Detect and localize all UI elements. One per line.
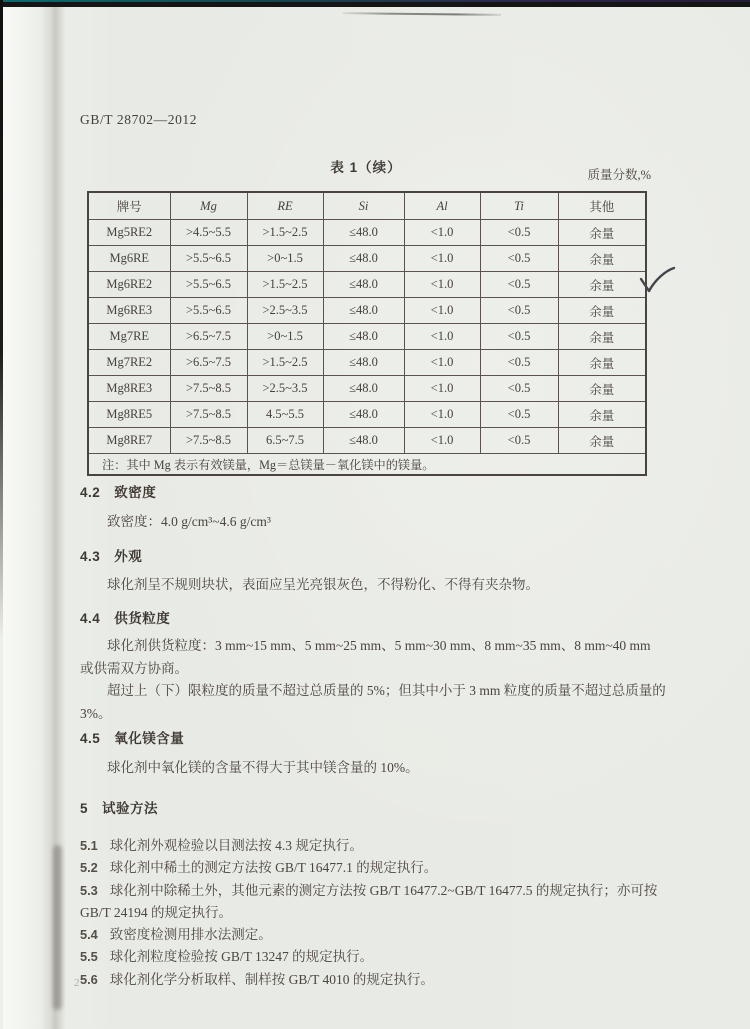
value-cell: 余量 xyxy=(558,220,646,246)
column-header: 其他 xyxy=(558,192,646,220)
grade-cell: Mg6RE3 xyxy=(88,298,170,324)
table-row xyxy=(88,350,646,376)
value-cell: 余量 xyxy=(558,298,646,324)
value-cell: ≤48.0 xyxy=(323,298,404,324)
heading-4-4 xyxy=(80,607,170,627)
alloy-composition-table xyxy=(87,191,647,476)
value-cell: <1.0 xyxy=(404,272,480,298)
clause-item xyxy=(80,969,670,991)
value-cell: ≤48.0 xyxy=(323,272,404,298)
heading-title: 试验方法 xyxy=(102,801,159,816)
grade-cell: Mg6RE xyxy=(88,246,170,272)
table-row xyxy=(88,272,646,298)
clause-text: 球化剂外观检验以目测法按 4.3 规定执行。 xyxy=(109,838,363,853)
grade-cell: Mg5RE2 xyxy=(88,220,170,246)
value-cell: <0.5 xyxy=(480,324,558,350)
standard-number: GB/T 28702—2012 xyxy=(80,112,198,127)
table-footnote: 注：其中 Mg 表示有效镁量，Mg＝总镁量－氧化镁中的镁量。 xyxy=(88,454,646,476)
value-cell: <1.0 xyxy=(404,324,480,350)
heading-chapter-5 xyxy=(80,797,158,817)
value-cell: 余量 xyxy=(558,376,646,402)
column-header: Si xyxy=(323,192,404,220)
value-cell: >5.5~6.5 xyxy=(170,272,247,298)
page-number: 2 xyxy=(74,977,80,989)
value-cell: <0.5 xyxy=(480,402,558,428)
value-cell: <1.0 xyxy=(404,298,480,324)
value-cell: <1.0 xyxy=(404,246,480,272)
heading-title: 供货粒度 xyxy=(114,611,171,626)
value-cell: 余量 xyxy=(558,350,646,376)
heading-number: 4.5 xyxy=(80,731,101,746)
value-cell: >1.5~2.5 xyxy=(247,220,323,246)
clause-number: 5.1 xyxy=(80,838,98,853)
heading-number: 4.2 xyxy=(80,485,101,500)
value-cell: ≤48.0 xyxy=(323,220,404,246)
table-row xyxy=(88,298,646,324)
grade-cell: Mg8RE7 xyxy=(88,428,170,454)
column-header: Ti xyxy=(480,192,558,220)
value-cell: <0.5 xyxy=(480,220,558,246)
value-cell: 4.5~5.5 xyxy=(247,402,323,428)
column-header: 牌号 xyxy=(88,192,170,220)
grade-cell: Mg7RE2 xyxy=(88,350,170,376)
clause-item xyxy=(80,857,670,879)
value-cell: >7.5~8.5 xyxy=(170,428,247,454)
handwritten-checkmark xyxy=(636,264,680,302)
scan-left-highlight xyxy=(3,7,41,1029)
heading-number: 5 xyxy=(80,801,89,816)
heading-4-2 xyxy=(80,481,156,501)
clause-item xyxy=(80,835,670,857)
value-cell: 余量 xyxy=(558,402,646,428)
value-cell: <0.5 xyxy=(480,428,558,454)
value-cell: >5.5~6.5 xyxy=(170,298,247,324)
table-row xyxy=(88,376,646,402)
table-row xyxy=(88,246,646,272)
clause-number: 5.4 xyxy=(80,927,98,943)
clause-text: 球化剂化学分析取样、制样按 GB/T 4010 的规定执行。 xyxy=(109,971,434,987)
paragraph-size-tolerance: 超过上（下）限粒度的质量不超过总质量的 5%；但其中小于 3 mm 粒度的质量不超过总质量的 3%。 xyxy=(80,683,666,721)
value-cell: ≤48.0 xyxy=(323,428,404,454)
clause-item xyxy=(80,946,670,968)
column-header: Mg xyxy=(170,192,247,220)
value-cell: <1.0 xyxy=(404,376,480,402)
value-cell: >1.5~2.5 xyxy=(247,272,323,298)
heading-title: 氧化镁含量 xyxy=(114,731,185,746)
value-cell: 余量 xyxy=(558,272,646,298)
page-fold-shadow-dark xyxy=(53,845,62,1010)
value-cell: ≤48.0 xyxy=(323,402,404,428)
clause-item xyxy=(80,880,670,925)
value-cell: >5.5~6.5 xyxy=(170,246,247,272)
value-cell: >6.5~7.5 xyxy=(170,324,247,350)
clause-text: 球化剂粒度检验按 GB/T 13247 的规定执行。 xyxy=(109,949,374,965)
grade-cell: Mg7RE xyxy=(88,324,170,350)
grade-cell: Mg6RE2 xyxy=(88,272,170,298)
table-unit-label: 质量分数,% xyxy=(587,168,651,182)
value-cell: >0~1.5 xyxy=(247,246,323,272)
scan-top-strip xyxy=(0,2,750,7)
value-cell: <1.0 xyxy=(404,402,480,428)
table-row xyxy=(88,402,646,428)
clause-text: 球化剂中稀土的测定方法按 GB/T 16477.1 的规定执行。 xyxy=(109,860,438,876)
value-cell: >1.5~2.5 xyxy=(247,350,323,376)
value-cell: <0.5 xyxy=(480,350,558,376)
clause-text: 球化剂中除稀土外，其他元素的测定方法按 GB/T 16477.2~GB/T 16477.5 的规定执行；亦可按 GB/T 24194 的规定执行。 xyxy=(80,882,658,920)
value-cell: ≤48.0 xyxy=(323,376,404,402)
table-row xyxy=(88,220,646,246)
value-cell: 6.5~7.5 xyxy=(247,428,323,454)
clause-item xyxy=(80,924,670,946)
table-row xyxy=(88,324,646,350)
heading-title: 致密度 xyxy=(114,485,157,500)
grade-cell: Mg8RE5 xyxy=(88,402,170,428)
value-cell: <1.0 xyxy=(404,350,480,376)
table-row xyxy=(88,428,646,454)
value-cell: ≤48.0 xyxy=(323,324,404,350)
clause-text: 致密度检测用排水法测定。 xyxy=(109,927,272,943)
value-cell: <0.5 xyxy=(480,246,558,272)
column-header: Al xyxy=(404,192,480,220)
value-cell: <1.0 xyxy=(404,428,480,454)
value-cell: >7.5~8.5 xyxy=(170,376,247,402)
test-method-items xyxy=(80,835,670,991)
scan-artifact-line xyxy=(343,12,501,15)
heading-4-5 xyxy=(80,727,184,747)
value-cell: 余量 xyxy=(558,246,646,272)
value-cell: 余量 xyxy=(558,428,646,454)
heading-number: 4.4 xyxy=(80,611,101,626)
heading-title: 外观 xyxy=(114,549,143,564)
value-cell: 余量 xyxy=(558,324,646,350)
clause-number: 5.5 xyxy=(80,949,98,965)
value-cell: >2.5~3.5 xyxy=(247,376,323,402)
value-cell: <1.0 xyxy=(404,220,480,246)
paragraph-density: 致密度：4.0 g/cm³~4.6 g/cm³ xyxy=(107,514,271,529)
value-cell: >6.5~7.5 xyxy=(170,350,247,376)
value-cell: ≤48.0 xyxy=(323,350,404,376)
value-cell: <0.5 xyxy=(480,298,558,324)
value-cell: <0.5 xyxy=(480,272,558,298)
value-cell: >4.5~5.5 xyxy=(170,220,247,246)
value-cell: <0.5 xyxy=(480,376,558,402)
heading-4-3 xyxy=(80,545,142,565)
table-title: 表 1（续） xyxy=(330,160,402,175)
value-cell: >0~1.5 xyxy=(247,324,323,350)
value-cell: >7.5~8.5 xyxy=(170,402,247,428)
table-footnote-row xyxy=(88,454,646,476)
column-header: RE xyxy=(247,192,323,220)
paragraph-appearance: 球化剂呈不规则块状，表面应呈光亮银灰色，不得粉化、不得有夹杂物。 xyxy=(107,577,539,592)
value-cell: >2.5~3.5 xyxy=(247,298,323,324)
value-cell: ≤48.0 xyxy=(323,246,404,272)
table-header-row xyxy=(88,192,646,220)
clause-number: 5.2 xyxy=(80,860,98,876)
clause-number: 5.6 xyxy=(80,971,98,987)
clause-number: 5.3 xyxy=(80,882,98,898)
paragraph-mgo-content: 球化剂中氧化镁的含量不得大于其中镁含量的 10%。 xyxy=(107,760,419,775)
grade-cell: Mg8RE3 xyxy=(88,376,170,402)
heading-number: 4.3 xyxy=(80,549,101,564)
paragraph-size-range: 球化剂供货粒度：3 mm~15 mm、5 mm~25 mm、5 mm~30 mm、8 mm~35 mm、8 mm~40 mm 或供需双方协商。 xyxy=(80,638,651,676)
